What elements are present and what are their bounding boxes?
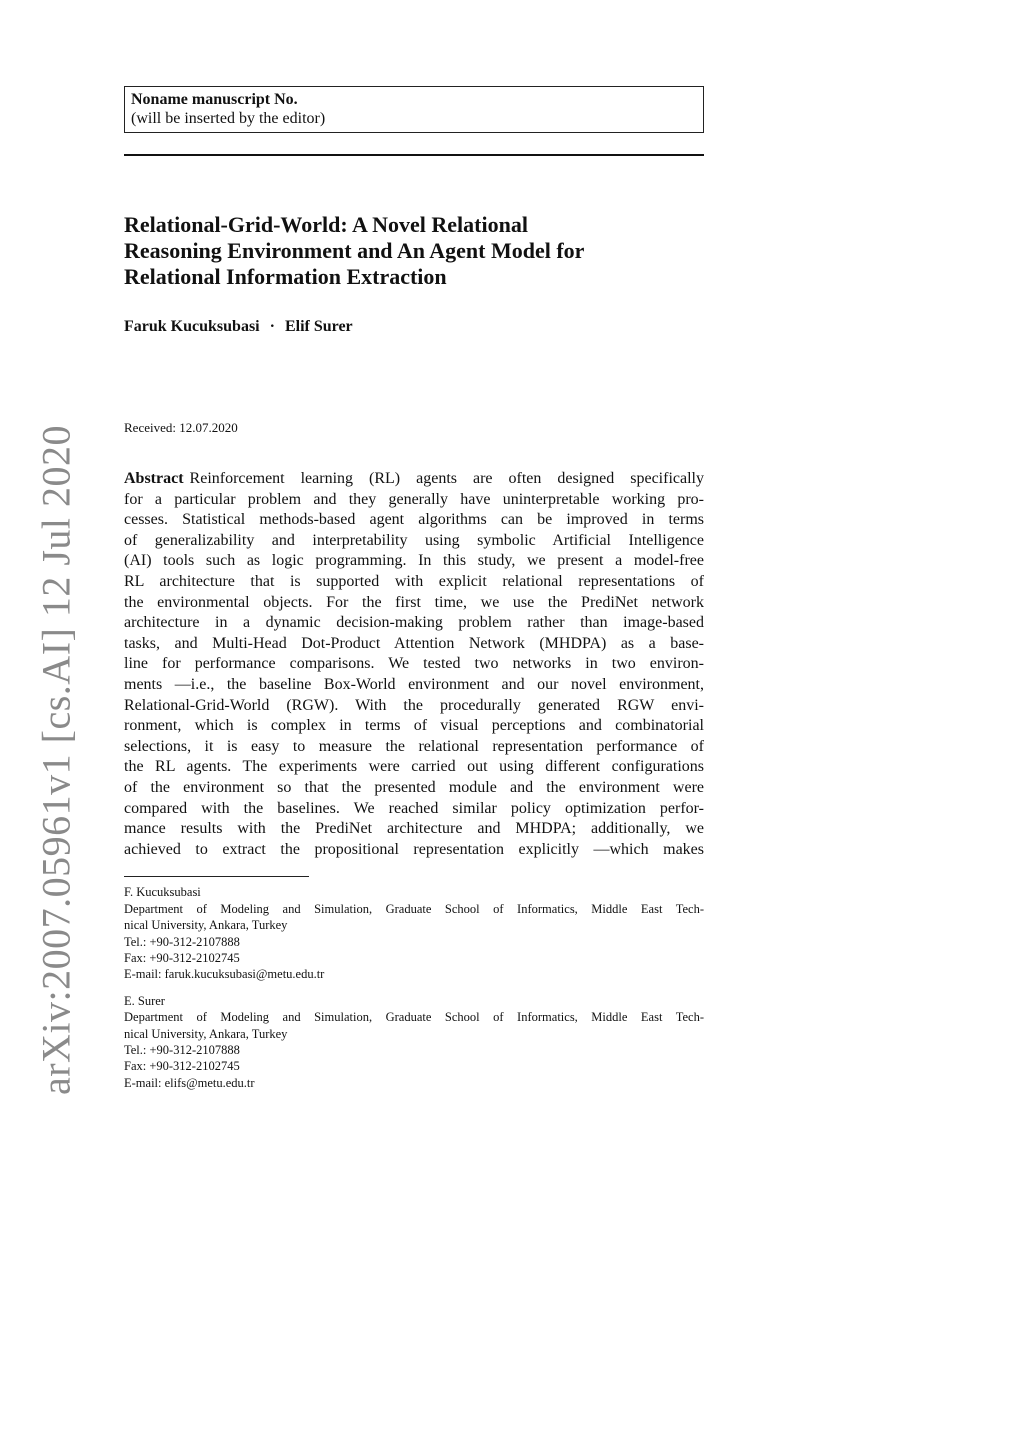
affiliation-fax: Fax: +90-312-2102745 [124,950,240,965]
affiliation-block [124,884,704,982]
paper-title [124,212,684,290]
affiliation-department: Department of Modeling and Simulation, Graduate School of Informatics, Middle East Tech- [124,1010,704,1025]
footnote-rule [124,876,309,877]
author-name: Elif Surer [284,318,353,335]
abstract-line: the RL agents. The experiments were carried out using different configurations [124,758,704,776]
abstract-line: Relational-Grid-World (RGW). With the procedurally generated RGW envi- [124,696,704,714]
abstract [124,469,704,860]
author-separator: · [269,318,275,335]
abstract-line: architecture in a dynamic decision-making problem rather than image-based [124,614,704,632]
manuscript-box [124,86,704,133]
header-rule [124,154,704,156]
affiliation-department: Department of Modeling and Simulation, Graduate School of Informatics, Middle East Tech- [124,901,704,916]
affiliation-block [124,993,704,1091]
affiliation-university: nical University, Ankara, Turkey [124,918,288,933]
abstract-line: tasks, and Multi-Head Dot-Product Attention Network (MHDPA) as a base- [124,634,704,652]
abstract-line: (AI) tools such as logic programming. In this study, we present a model-free [124,552,704,570]
affiliation-email: E-mail: elifs@metu.edu.tr [124,1075,255,1090]
affiliation-email: E-mail: faruk.kucuksubasi@metu.edu.tr [124,967,325,982]
title-line: Relational-Grid-World: A Novel Relational [124,212,528,237]
affiliation-fax: Fax: +90-312-2102745 [124,1059,240,1074]
manuscript-note: (will be inserted by the editor) [131,110,326,127]
abstract-line [124,469,704,490]
abstract-line: compared with the baselines. We reached similar policy optimization perfor- [124,799,704,817]
abstract-line: RL architecture that is supported with explicit relational representations of [124,572,704,590]
abstract-line: cesses. Statistical methods-based agent algorithms can be improved in terms [124,511,704,529]
abstract-line: achieved to extract the propositional representation explicitly —which makes [124,840,704,858]
abstract-line: ments —i.e., the baseline Box-World environment and our novel environment, [124,675,704,693]
paper-first-page [124,86,704,1091]
affiliation-tel: Tel.: +90-312-2107888 [124,1042,240,1057]
affiliation-name: F. Kucuksubasi [124,885,201,900]
abstract-line: the environmental objects. For the first time, we use the PrediNet network [124,593,704,611]
abstract-label: Abstract [124,470,184,487]
received-date: Received: 12.07.2020 [124,420,238,435]
affiliation-university: nical University, Ankara, Turkey [124,1026,288,1041]
affiliation-name: E. Surer [124,993,165,1008]
abstract-line: of the environment so that the presented module and the environment were [124,778,704,796]
title-line: Reasoning Environment and An Agent Model for [124,238,585,263]
abstract-line: of generalizability and interpretability using symbolic Artificial Intelligence [124,531,704,549]
affiliation-tel: Tel.: +90-312-2107888 [124,934,240,949]
abstract-line: for a particular problem and they generally have uninterpretable working pro- [124,490,704,508]
manuscript-number: Noname manuscript No. [131,91,298,108]
abstract-line: line for performance comparisons. We tested two networks in two environ- [124,655,704,673]
author-name: Faruk Kucuksubasi [124,318,260,335]
abstract-line: selections, it is easy to measure the relational representation performance of [124,737,704,755]
abstract-line-text: Reinforcement learning (RL) agents are often designed specifically [189,470,704,487]
title-line: Relational Information Extraction [124,264,447,289]
abstract-line: ronment, which is complex in terms of visual perceptions and combinatorial [124,717,704,735]
author-list [124,318,704,336]
abstract-line: mance results with the PrediNet architecture and MHDPA; additionally, we [124,820,704,838]
arxiv-identifier: arXiv:2007.05961v1 [cs.AI] 12 Jul 2020 [33,424,79,1096]
